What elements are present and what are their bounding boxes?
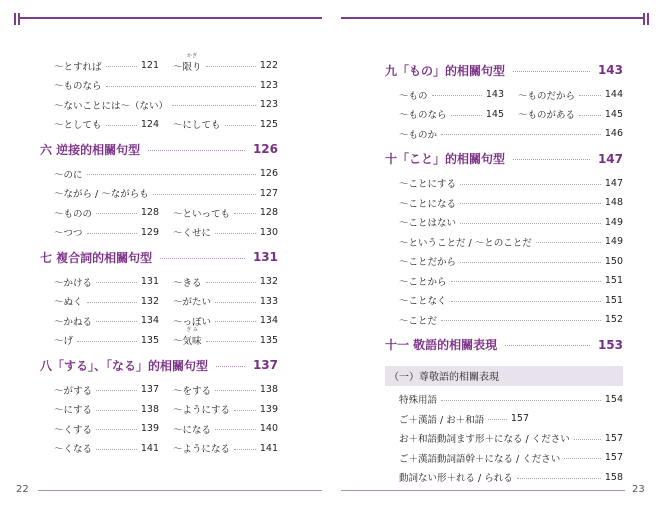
section-page: 137 bbox=[252, 358, 278, 372]
section-page: 126 bbox=[252, 142, 278, 156]
dot-leader bbox=[234, 449, 256, 450]
toc-row bbox=[40, 115, 278, 135]
entry-text: ～にしても bbox=[173, 120, 221, 132]
section-page: 143 bbox=[597, 63, 623, 77]
entry-page: 152 bbox=[604, 314, 623, 326]
dot-leader bbox=[579, 95, 601, 96]
entry-text: ～きる bbox=[173, 277, 202, 289]
toc-row bbox=[385, 429, 623, 449]
entry-text: ～がする bbox=[54, 385, 93, 397]
toc-row bbox=[40, 311, 278, 334]
toc-row bbox=[385, 193, 623, 213]
dot-leader bbox=[451, 301, 601, 302]
entry-page: 139 bbox=[259, 403, 278, 415]
toc-entry[interactable] bbox=[399, 392, 623, 406]
entry-text: ～ようにする bbox=[173, 405, 231, 417]
entry-page: 138 bbox=[140, 403, 159, 415]
entry-page: 149 bbox=[604, 236, 623, 248]
entry-text: ～気味 ぎ み bbox=[173, 327, 202, 348]
entry-page: 140 bbox=[259, 423, 278, 435]
entry-page: 122 bbox=[259, 60, 278, 72]
toc-entry[interactable] bbox=[173, 117, 278, 131]
entry-page: 148 bbox=[604, 197, 623, 209]
toc-entry[interactable] bbox=[54, 186, 278, 200]
dot-leader bbox=[216, 366, 245, 367]
toc-row bbox=[385, 105, 623, 125]
dot-leader bbox=[96, 449, 137, 450]
entry-text: ～ぬく bbox=[54, 297, 83, 309]
entry-text: ～ないことには～（ない） bbox=[54, 100, 169, 112]
entry-text: ～ことにする bbox=[399, 179, 457, 191]
entry-page: 133 bbox=[259, 295, 278, 307]
entry-text: ～ものなら bbox=[54, 81, 102, 93]
dot-leader bbox=[517, 478, 601, 479]
entry-text: ～ものなら bbox=[399, 110, 447, 122]
entry-page: 145 bbox=[604, 108, 623, 120]
entry-page: 151 bbox=[604, 294, 623, 306]
toc-entry[interactable] bbox=[399, 176, 623, 190]
dot-leader bbox=[96, 390, 137, 391]
section-heading[interactable] bbox=[385, 330, 623, 360]
dot-leader bbox=[215, 302, 256, 303]
entry-text: ～ようになる bbox=[173, 444, 231, 456]
toc-row bbox=[385, 448, 623, 468]
top-rule-left-tick bbox=[18, 13, 20, 25]
entry-text: ご＋漢語 / お＋和語 bbox=[399, 414, 485, 426]
dot-leader bbox=[96, 213, 137, 214]
dot-leader bbox=[160, 258, 245, 259]
toc-row bbox=[40, 164, 278, 184]
toc-entry[interactable] bbox=[54, 314, 159, 328]
section-title: 十「こと」的相關句型 bbox=[385, 152, 506, 166]
entry-text: ～がたい bbox=[173, 297, 212, 309]
entry-page: 145 bbox=[485, 108, 504, 120]
toc-row bbox=[40, 327, 278, 351]
entry-page: 138 bbox=[259, 384, 278, 396]
entry-page: 129 bbox=[140, 226, 159, 238]
entry-text: ～としても bbox=[54, 120, 102, 132]
entry-text: ～もの bbox=[399, 90, 428, 102]
entry-page: 131 bbox=[140, 276, 159, 288]
section-title: 九「もの」的相關句型 bbox=[385, 63, 506, 78]
dot-leader bbox=[505, 345, 590, 346]
entry-text: ～限り かぎ bbox=[173, 52, 202, 73]
dot-leader bbox=[106, 66, 137, 67]
entry-page: 121 bbox=[140, 60, 159, 72]
dot-leader bbox=[432, 95, 482, 96]
dot-leader bbox=[148, 150, 245, 151]
toc-entry[interactable] bbox=[54, 59, 159, 73]
entry-page: 141 bbox=[259, 442, 278, 454]
top-rule-left bbox=[18, 17, 322, 19]
dot-leader bbox=[96, 410, 137, 411]
entry-page: 126 bbox=[259, 168, 278, 180]
dot-leader bbox=[234, 410, 256, 411]
toc-entry[interactable] bbox=[173, 441, 278, 455]
toc-entry[interactable] bbox=[399, 431, 623, 445]
toc-entry[interactable] bbox=[399, 274, 623, 288]
toc-entry[interactable] bbox=[173, 52, 278, 73]
left-column bbox=[40, 52, 278, 458]
entry-text: ～にする bbox=[54, 405, 93, 417]
entry-text: ～ことなく bbox=[399, 296, 447, 308]
toc-entry[interactable] bbox=[399, 451, 623, 465]
dot-leader bbox=[441, 134, 601, 135]
toc-entry[interactable] bbox=[54, 117, 159, 131]
toc-entry[interactable] bbox=[54, 98, 278, 112]
entry-text: 動詞ない形＋れる / られる bbox=[399, 473, 513, 485]
section-page: 147 bbox=[597, 151, 623, 166]
entry-text: ～をする bbox=[173, 385, 212, 397]
toc-row bbox=[40, 439, 278, 459]
toc-entry[interactable] bbox=[173, 294, 278, 308]
entry-text: ～ことだから bbox=[399, 257, 457, 269]
entry-page: 150 bbox=[604, 255, 623, 267]
entry-text: ～っぽい bbox=[173, 316, 212, 328]
toc-row bbox=[385, 310, 623, 330]
entry-page: 130 bbox=[259, 226, 278, 238]
dot-leader bbox=[579, 115, 601, 116]
toc-row bbox=[385, 232, 623, 252]
dot-leader bbox=[574, 439, 601, 440]
dot-leader bbox=[460, 223, 601, 224]
entry-text: ～ことになる bbox=[399, 198, 457, 210]
section-heading[interactable] bbox=[385, 55, 623, 85]
entry-page: 144 bbox=[604, 89, 623, 101]
entry-page: 125 bbox=[259, 118, 278, 130]
section-title: 六 逆接的相關句型 bbox=[40, 142, 141, 157]
toc-row bbox=[385, 85, 623, 105]
toc-entry[interactable] bbox=[399, 88, 504, 102]
toc-entry[interactable] bbox=[54, 275, 159, 289]
page-number-right: 23 bbox=[632, 484, 645, 495]
toc-entry[interactable] bbox=[173, 275, 278, 289]
entry-page: 127 bbox=[259, 187, 278, 199]
entry-text: ～ものがある bbox=[518, 110, 576, 122]
entry-page: 123 bbox=[259, 99, 278, 111]
top-rule-right-tick bbox=[647, 13, 649, 25]
entry-text: ～げ bbox=[54, 336, 74, 348]
toc-row bbox=[40, 203, 278, 223]
entry-text: ご＋漢語動詞語幹＋になる / ください bbox=[399, 453, 561, 465]
toc-entry[interactable] bbox=[399, 313, 623, 327]
dot-leader bbox=[215, 233, 256, 234]
dot-leader bbox=[96, 282, 137, 283]
entry-page: 141 bbox=[140, 442, 159, 454]
dot-leader bbox=[441, 320, 601, 321]
entry-text: ～ものだから bbox=[518, 90, 576, 102]
toc-row bbox=[385, 409, 623, 429]
entry-page: 135 bbox=[140, 334, 159, 346]
entry-page: 158 bbox=[604, 471, 623, 483]
dot-leader bbox=[513, 159, 590, 160]
toc-row bbox=[385, 124, 623, 144]
dot-leader bbox=[451, 115, 482, 116]
entry-page: 143 bbox=[485, 89, 504, 101]
entry-page: 154 bbox=[604, 393, 623, 405]
entry-page: 132 bbox=[140, 295, 159, 307]
dot-leader bbox=[87, 174, 256, 175]
entry-page: 132 bbox=[259, 276, 278, 288]
toc-entry[interactable] bbox=[173, 327, 278, 348]
toc-entry[interactable] bbox=[54, 78, 278, 92]
entry-page: 137 bbox=[140, 384, 159, 396]
entry-text: ～ことだ bbox=[399, 315, 438, 327]
toc-entry[interactable] bbox=[173, 206, 278, 220]
dot-leader bbox=[536, 242, 601, 243]
entry-page: 124 bbox=[140, 118, 159, 130]
toc-entry[interactable] bbox=[173, 402, 278, 416]
toc-row bbox=[40, 76, 278, 96]
entry-page: 139 bbox=[140, 423, 159, 435]
entry-page: 157 bbox=[510, 413, 529, 425]
subsection-heading: （一）尊敬語的相關表現 bbox=[385, 366, 623, 386]
entry-text: ～になる bbox=[173, 424, 212, 436]
toc-row bbox=[40, 52, 278, 76]
section-heading[interactable] bbox=[385, 144, 623, 174]
section-heading[interactable] bbox=[40, 134, 278, 164]
toc-row bbox=[40, 380, 278, 400]
entry-text: ～ものか bbox=[399, 129, 438, 141]
entry-page: 128 bbox=[259, 207, 278, 219]
toc-row bbox=[40, 184, 278, 204]
entry-page: 134 bbox=[140, 315, 159, 327]
entry-page: 135 bbox=[259, 334, 278, 346]
entry-text: ～くせに bbox=[173, 228, 212, 240]
entry-text: ～ということだ / ～とのことだ bbox=[399, 237, 532, 249]
toc-entry[interactable] bbox=[54, 225, 159, 239]
toc-row bbox=[385, 390, 623, 410]
toc-entry[interactable] bbox=[173, 422, 278, 436]
toc-entry[interactable] bbox=[54, 441, 159, 455]
toc-row bbox=[385, 468, 623, 488]
dot-leader bbox=[225, 125, 256, 126]
toc-entry[interactable] bbox=[399, 254, 623, 268]
dot-leader bbox=[153, 194, 256, 195]
entry-page: 157 bbox=[604, 432, 623, 444]
dot-leader bbox=[87, 233, 137, 234]
toc-entry[interactable] bbox=[399, 196, 623, 210]
entry-text: ～かねる bbox=[54, 316, 93, 328]
dot-leader bbox=[206, 66, 256, 67]
entry-text: ～ものの bbox=[54, 208, 93, 220]
dot-leader bbox=[215, 390, 256, 391]
dot-leader bbox=[564, 458, 601, 459]
toc-entry[interactable] bbox=[54, 402, 159, 416]
toc-row bbox=[385, 174, 623, 194]
toc-row bbox=[385, 291, 623, 311]
dot-leader bbox=[172, 105, 256, 106]
entry-text: ～のに bbox=[54, 169, 83, 181]
section-title: 十一 敬語的相關表現 bbox=[385, 338, 498, 352]
entry-text: ～くする bbox=[54, 424, 93, 436]
ruby-word: 限り かぎ bbox=[182, 52, 202, 73]
dot-leader bbox=[96, 429, 137, 430]
entry-text: ～ことから bbox=[399, 276, 447, 288]
entry-text: ～くなる bbox=[54, 444, 93, 456]
dot-leader bbox=[460, 184, 601, 185]
dot-leader bbox=[106, 125, 137, 126]
dot-leader bbox=[215, 429, 256, 430]
toc-entry[interactable] bbox=[399, 127, 623, 141]
top-rule-right-tick bbox=[643, 13, 645, 25]
toc-entry[interactable] bbox=[173, 383, 278, 397]
toc-entry[interactable] bbox=[54, 383, 159, 397]
section-title: 七 複合詞的相關句型 bbox=[40, 250, 153, 265]
ruby-word: 気味 ぎ み bbox=[182, 327, 202, 348]
entry-page: 123 bbox=[259, 79, 278, 91]
toc-entry[interactable] bbox=[54, 167, 278, 181]
dot-leader bbox=[206, 341, 256, 342]
toc-row bbox=[40, 223, 278, 243]
entry-text: ～ながら / ～ながらも bbox=[54, 189, 149, 201]
ruby-reading: ぎ み bbox=[186, 327, 198, 334]
ruby-reading: かぎ bbox=[187, 52, 198, 59]
entry-page: 157 bbox=[604, 452, 623, 464]
toc-entry[interactable] bbox=[399, 293, 623, 307]
section-page: 153 bbox=[597, 337, 623, 352]
toc-entry[interactable] bbox=[399, 215, 623, 229]
toc-entry[interactable] bbox=[54, 333, 159, 347]
dot-leader bbox=[451, 281, 601, 282]
toc-entry[interactable] bbox=[173, 225, 278, 239]
entry-page: 147 bbox=[604, 177, 623, 189]
toc-entry[interactable] bbox=[399, 107, 504, 121]
top-rule-right bbox=[341, 17, 645, 19]
toc-entry[interactable] bbox=[518, 88, 623, 102]
dot-leader bbox=[206, 282, 256, 283]
dot-leader bbox=[513, 71, 590, 72]
toc-entry[interactable] bbox=[399, 235, 623, 249]
dot-leader bbox=[234, 213, 256, 214]
entry-page: 151 bbox=[604, 275, 623, 287]
dot-leader bbox=[106, 86, 256, 87]
dot-leader bbox=[96, 321, 137, 322]
toc-entry[interactable] bbox=[399, 412, 529, 426]
entry-text: 特殊用語 bbox=[399, 395, 438, 407]
bottom-rule-left bbox=[38, 490, 322, 491]
page-number-left: 22 bbox=[16, 484, 29, 495]
toc-row bbox=[40, 419, 278, 439]
entry-text: ～とすれば bbox=[54, 61, 102, 73]
top-rule-left-tick bbox=[14, 13, 16, 25]
toc-entry[interactable] bbox=[518, 107, 623, 121]
entry-text: ～かける bbox=[54, 277, 93, 289]
toc-entry[interactable] bbox=[54, 294, 159, 308]
section-heading[interactable] bbox=[40, 242, 278, 272]
bottom-rule-right bbox=[341, 490, 625, 491]
entry-text: ～ことはない bbox=[399, 218, 457, 230]
toc-entry[interactable] bbox=[54, 422, 159, 436]
dot-leader bbox=[460, 203, 601, 204]
toc-row bbox=[40, 95, 278, 115]
section-title: 八「する」、「なる」的相關句型 bbox=[40, 358, 209, 373]
entry-page: 146 bbox=[604, 128, 623, 140]
dot-leader bbox=[488, 419, 507, 420]
toc-row bbox=[385, 213, 623, 233]
entry-page: 134 bbox=[259, 315, 278, 327]
dot-leader bbox=[215, 321, 256, 322]
toc-entry[interactable] bbox=[54, 206, 159, 220]
dot-leader bbox=[460, 262, 601, 263]
toc-entry[interactable] bbox=[399, 470, 623, 484]
entry-page: 128 bbox=[140, 207, 159, 219]
toc-row bbox=[40, 272, 278, 292]
right-column bbox=[385, 55, 623, 487]
toc-row bbox=[40, 400, 278, 420]
toc-row bbox=[385, 271, 623, 291]
entry-text: ～といっても bbox=[173, 208, 231, 220]
section-heading[interactable] bbox=[40, 350, 278, 380]
dot-leader bbox=[77, 341, 137, 342]
entry-text: ～つつ bbox=[54, 228, 83, 240]
toc-row bbox=[40, 292, 278, 312]
entry-page: 149 bbox=[604, 216, 623, 228]
toc-row bbox=[385, 252, 623, 272]
dot-leader bbox=[87, 302, 137, 303]
entry-text: お＋和語動詞ます形＋になる / ください bbox=[399, 434, 570, 446]
dot-leader bbox=[441, 400, 601, 401]
section-page: 131 bbox=[252, 250, 278, 264]
